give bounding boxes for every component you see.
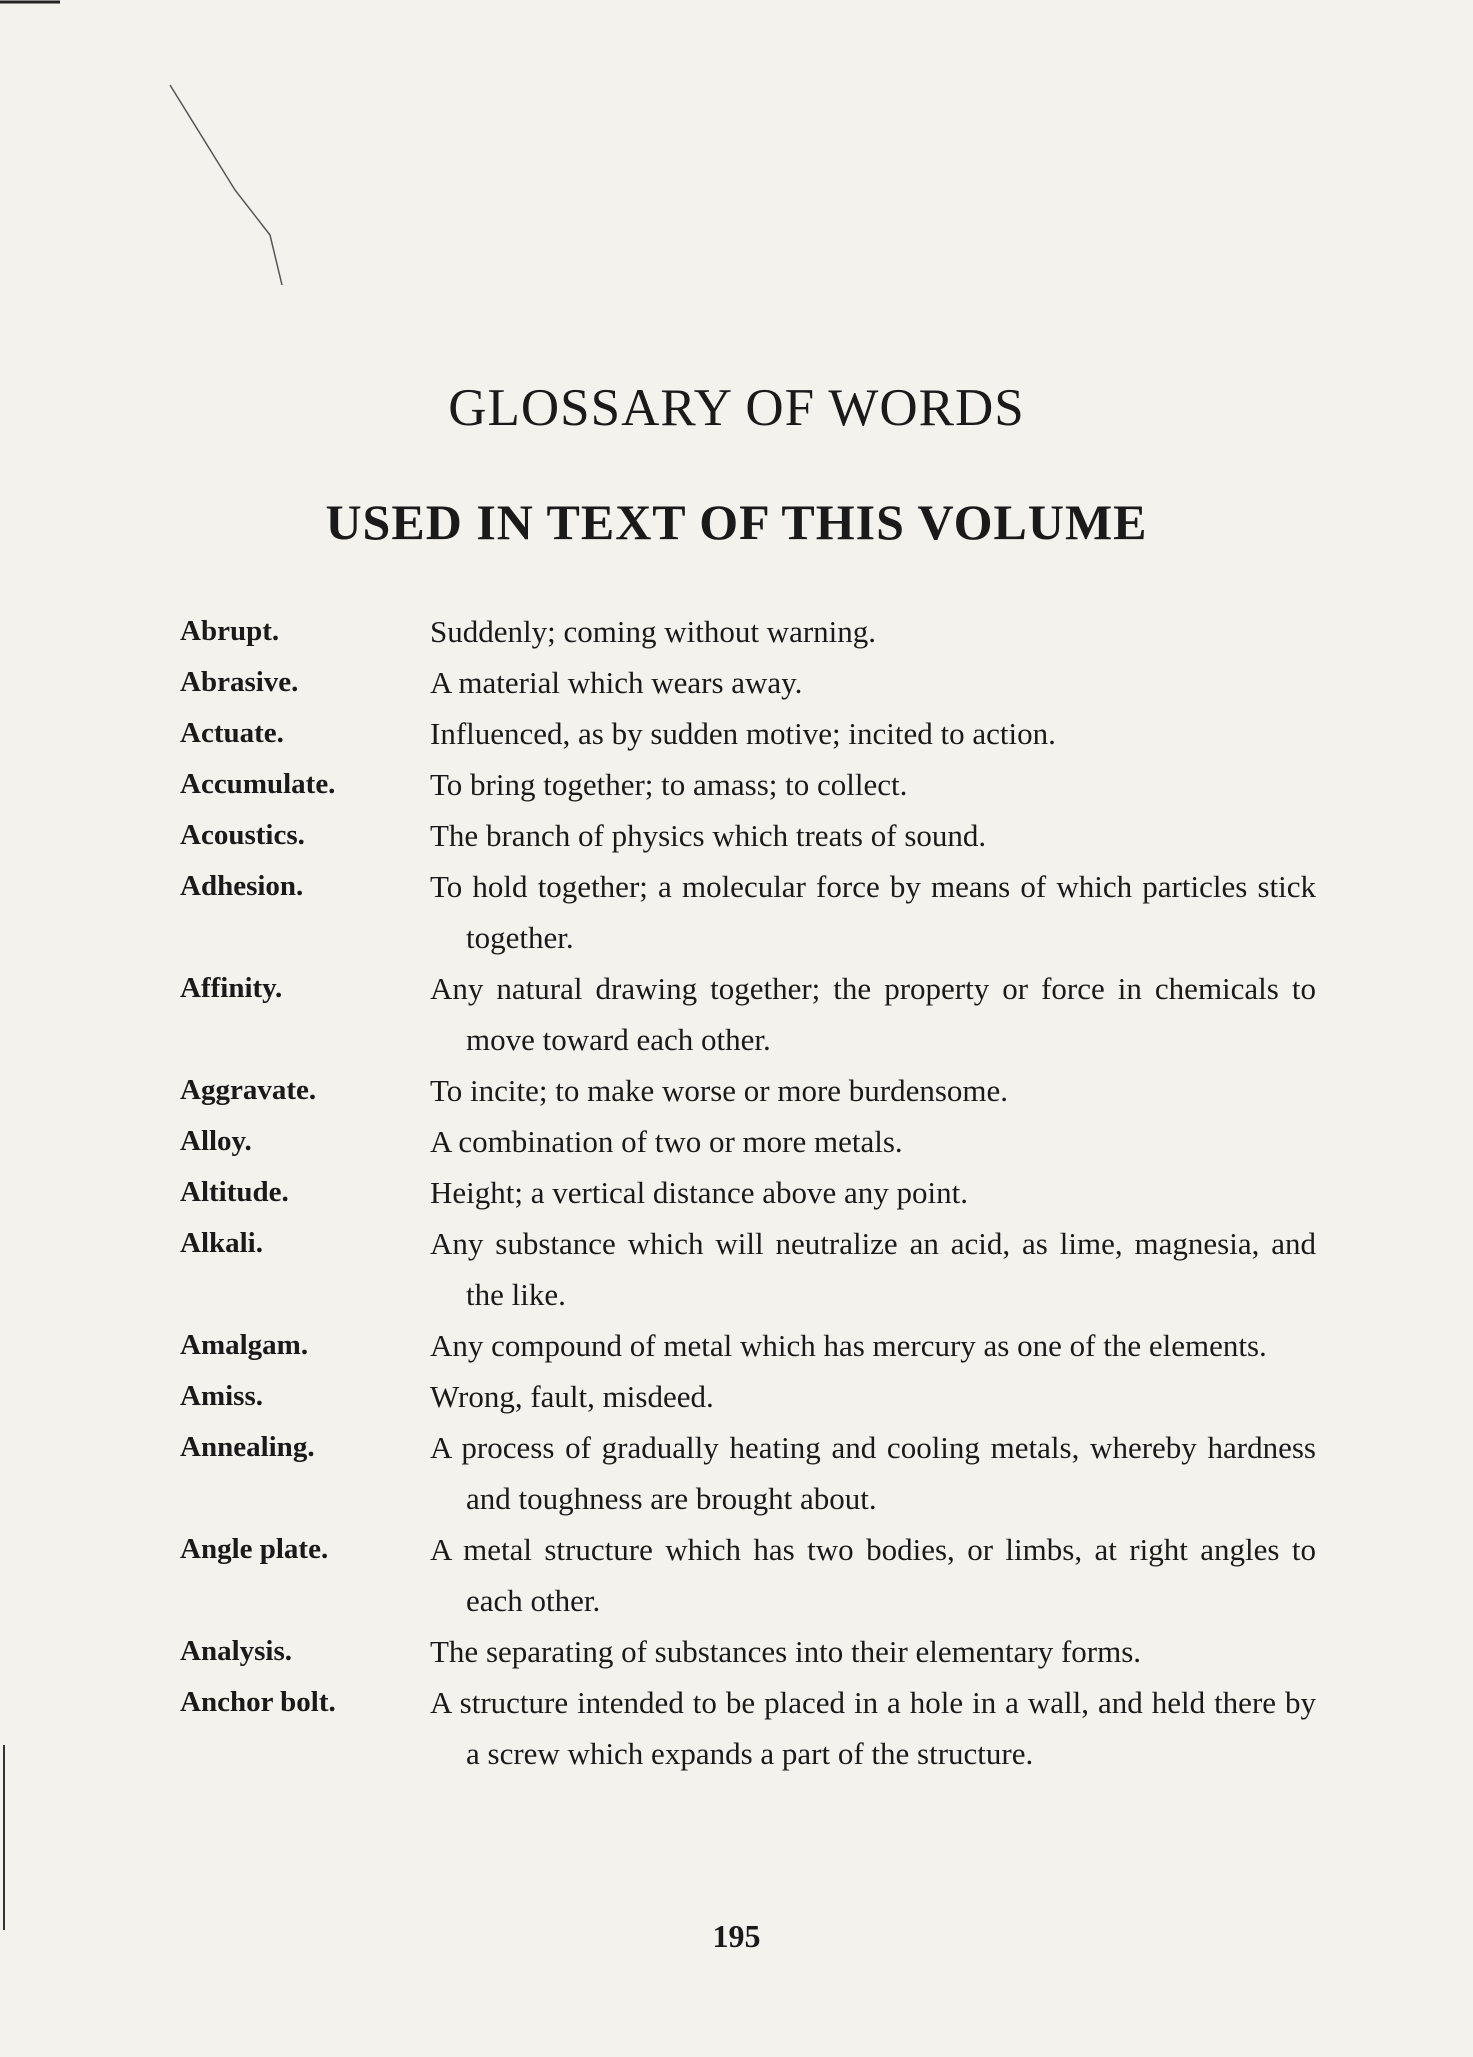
glossary-term: Acoustics. [180, 819, 305, 851]
glossary-definition: A material which wears away. [430, 665, 803, 700]
glossary-term: Affinity. [180, 972, 283, 1004]
page-title: GLOSSARY OF WORDS [448, 379, 1025, 437]
glossary-entry [180, 1167, 1280, 1218]
glossary-entry [180, 1116, 1280, 1167]
glossary-entry [180, 861, 1316, 963]
glossary-definition: Height; a vertical distance above any point. [430, 1175, 969, 1210]
glossary-definition: A process of gradually heating and cooling metals, whereby hardness and toughness are brought about. [430, 1430, 1316, 1516]
glossary-definition: A metal structure which has two bodies, or limbs, at right angles to each other. [430, 1532, 1316, 1618]
glossary-entry [180, 1320, 1280, 1371]
glossary-term: Abrupt. [180, 615, 280, 647]
glossary-definition: To bring together; to amass; to collect. [430, 767, 908, 802]
glossary-definition: The separating of substances into their elementary forms. [430, 1634, 1142, 1669]
glossary-entry [180, 1524, 1316, 1626]
glossary-term: Anchor bolt. [180, 1686, 336, 1718]
glossary-term: Alloy. [180, 1125, 252, 1157]
glossary-entry [180, 1371, 1280, 1422]
stray-pencil-mark [170, 85, 282, 285]
glossary-term: Adhesion. [180, 870, 304, 902]
page-subtitle: USED IN TEXT OF THIS VOLUME [325, 494, 1148, 550]
glossary-definition: Any compound of metal which has mercury as one of the elements. [430, 1328, 1267, 1363]
glossary-term: Angle plate. [180, 1533, 329, 1565]
glossary-definition: Any substance which will neutralize an acid, as lime, magnesia, and the like. [430, 1226, 1316, 1312]
glossary-term: Aggravate. [180, 1074, 317, 1106]
glossary-definition: To hold together; a molecular force by means of which particles stick together. [430, 869, 1316, 955]
glossary-entry [180, 657, 1280, 708]
glossary-definition: Wrong, fault, misdeed. [430, 1379, 714, 1414]
glossary-entry [180, 1218, 1316, 1320]
glossary-term: Amalgam. [180, 1329, 309, 1361]
glossary-entry [180, 1065, 1280, 1116]
glossary-term: Analysis. [180, 1635, 293, 1667]
glossary-entry [180, 759, 1280, 810]
glossary-term: Abrasive. [180, 666, 299, 698]
glossary-definition: Any natural drawing together; the property or force in chemicals to move toward each other. [430, 971, 1316, 1057]
glossary-entry [180, 1677, 1316, 1779]
glossary-definition: To incite; to make worse or more burdensome. [430, 1073, 1009, 1108]
glossary-definition: Influenced, as by sudden motive; incited to action. [430, 716, 1056, 751]
glossary-list [180, 606, 1316, 1779]
glossary-entry [180, 963, 1316, 1065]
glossary-term: Accumulate. [180, 768, 336, 800]
page-number: 195 [712, 1918, 761, 1954]
glossary-definition: A structure intended to be placed in a hole in a wall, and held there by a screw which expands a part of the structure. [430, 1685, 1316, 1771]
glossary-entry [180, 708, 1280, 759]
glossary-entry [180, 1626, 1280, 1677]
glossary-entry [180, 810, 1280, 861]
glossary-term: Alkali. [180, 1227, 263, 1259]
glossary-definition: The branch of physics which treats of sound. [430, 818, 987, 853]
glossary-entry [180, 606, 1280, 657]
glossary-definition: Suddenly; coming without warning. [430, 614, 877, 649]
glossary-term: Annealing. [180, 1431, 315, 1463]
glossary-term: Actuate. [180, 717, 284, 749]
glossary-entry [180, 1422, 1316, 1524]
glossary-term: Altitude. [180, 1176, 289, 1208]
glossary-term: Amiss. [180, 1380, 263, 1412]
glossary-definition: A combination of two or more metals. [430, 1124, 903, 1159]
